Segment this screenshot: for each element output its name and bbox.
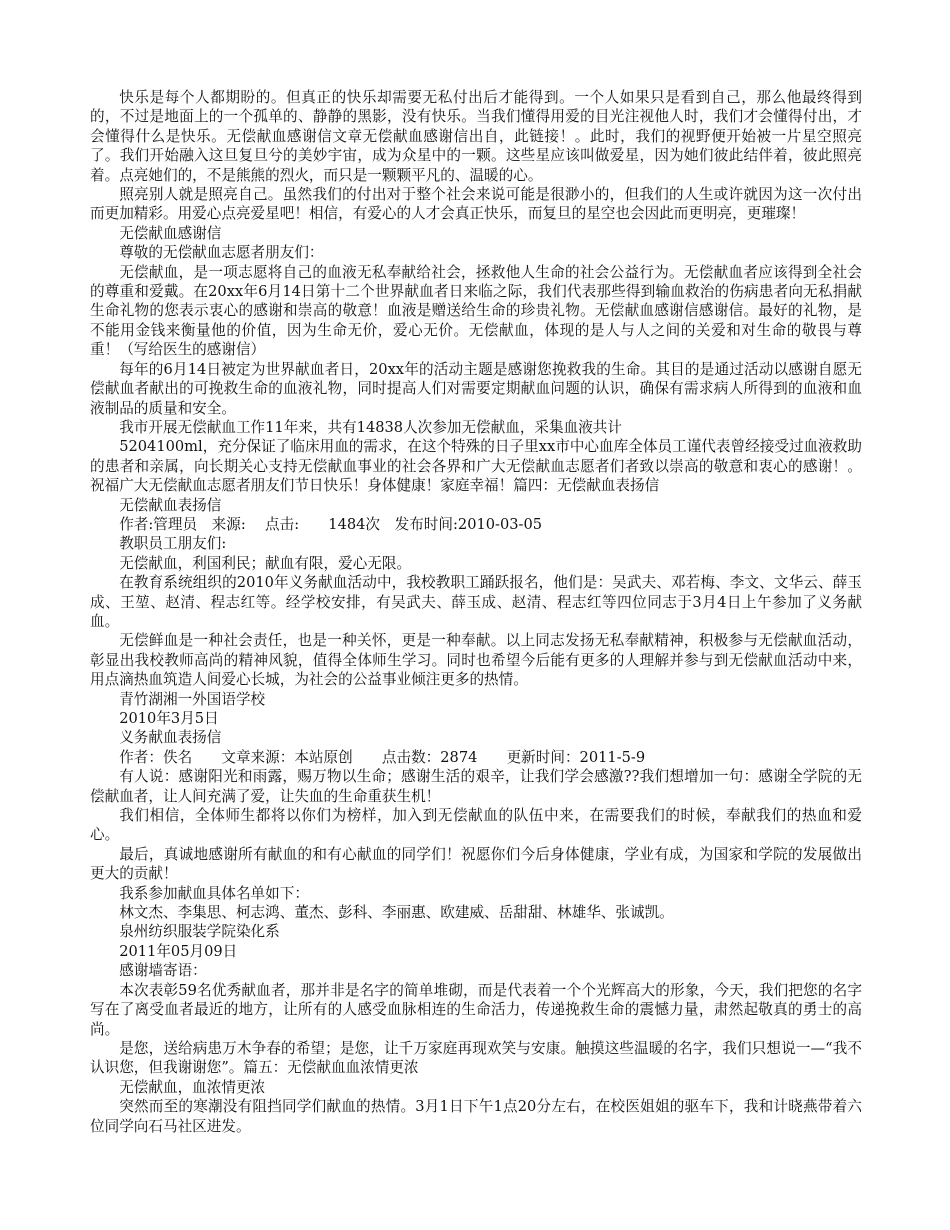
paragraph-blood-collected: 5204100ml，充分保证了临床用血的需求，在这个特殊的日子里xx市中心血库全体员工谨代表曾经接受过血液救助的患者和亲属，向长期关心支持无偿献血事业的社会各界和广大无偿献血志愿者们者致以崇高的敬意和衷心的感谢！。祝福广大无偿献血志愿者朋友们节日快乐！身体健康！家庭幸福！篇四：无偿献血表扬信 bbox=[90, 438, 862, 495]
signature-date-2010: 2010年3月5日 bbox=[119, 710, 219, 727]
paragraph-city-statistics: 我市开展无偿献血工作11年来，共有14838人次参加无偿献血，采集血液共计 bbox=[119, 418, 622, 436]
paragraph-2010-donation-event: 在教育系统组织的2010年义务献血活动中，我校教职工踊跃报名，他们是：吴武夫、邓若梅、李文、文华云、薛玉成、王堃、赵清、程志红等。经学校安排，有吴武夫、薛玉成、赵清、程志红等四位同志于3月4日上午参加了义务献血。 bbox=[90, 574, 862, 630]
signature-department: 泉州纺织服装学院染化系 bbox=[119, 923, 280, 941]
paragraph-cold-wave: 突然而至的寒潮没有阻挡同学们献血的热情。3月1日下午1点20分左右，在校医姐姐的驱车下，我和计晓燕带着六位同学向石马社区进发。 bbox=[90, 1098, 862, 1135]
signature-date-2011: 2011年05月09日 bbox=[119, 942, 238, 960]
signature-school-name: 青竹湖湘一外国语学校 bbox=[119, 690, 266, 708]
section-title-thanks-letter: 无偿献血感谢信 bbox=[119, 224, 222, 242]
list-heading-donors: 我系参加献血具体名单如下： bbox=[119, 884, 309, 902]
section-title-thanks-wall: 感谢墙寄语： bbox=[119, 962, 207, 980]
paragraph-59-donors: 本次表彰59名优秀献血者，那并非是名字的简单堆砌，而是代表着一个个光辉高大的形象，今天，我们把您的名字写在了离受血者最近的地方，让所有的人感受血脉相连的生命活力，传递挽救生命的震憾力量，肃然起敬真的勇士的高尚。 bbox=[90, 981, 862, 1038]
article-meta-voluntary-letter: 作者：佚名 文章来源：本站原创 点击数：2874 更新时间：2011-5-9 bbox=[119, 748, 646, 766]
paragraph-final-thanks: 最后，真诚地感谢所有献血的和有心献血的同学们！祝愿你们今后身体健康，学业有成，为国家和学院的发展做出更大的贡献！ bbox=[90, 845, 862, 883]
paragraph-world-donor-day: 每年的6月14日被定为世界献血者日，20xx年的活动主题是感谢您挽救我的生命。其目的是通过活动以感谢自愿无偿献血者献出的可挽救生命的血液礼物，同时提高人们对需要定期献血问题的认识，确保有需求病人所得到的血液和血液制品的质量和安全。 bbox=[90, 360, 862, 417]
salutation-staff: 教职员工朋友们: bbox=[119, 535, 227, 553]
paragraph-social-responsibility: 无偿鲜血是一种社会责任，也是一种关怀，更是一种奉献。以上同志发扬无私奉献精神，积极参与无偿献血活动，彰显出我校教师高尚的精神风貌，值得全体师生学习。同时也希望今后能有更多的人理解并参与到无偿献血活动中来，用点滴热血筑造人间爱心长城，为社会的公益事业倾注更多的热情。 bbox=[90, 632, 862, 689]
salutation-volunteers: 尊敬的无偿献血志愿者朋友们： bbox=[119, 244, 324, 262]
list-donor-names: 林文杰、李集思、柯志鸿、董杰、彭科、李丽惠、欧建威、岳甜甜、林雄华、张诚凯。 bbox=[119, 904, 674, 922]
paragraph-intro-happiness: 快乐是每个人都期盼的。但真正的快乐却需要无私付出后才能得到。一个人如果只是看到自己，那么他最终得到的，不过是地面上的一个孤单的、静静的黑影，没有快乐。当我们懂得用爱的目光注视他人时，我们才会懂得付出，才会懂得什么是快乐。无偿献血感谢信文章无偿献血感谢信出自，此链接！。此时，我们的视野便开始被一片星空照亮了。我们开始融入这旦复旦兮的美妙宇宙，成为众星中的一颗。这些星应该叫做爱星，因为她们彼此结伴着，彼此照亮着。点亮她们的，不是熊熊的烈火，而只是一颗颗平凡的、温暖的心。 bbox=[90, 89, 862, 184]
section-title-voluntary-praise-letter: 义务献血表扬信 bbox=[119, 729, 222, 747]
paragraph-role-models: 我们相信，全体师生都将以你们为榜样，加入到无偿献血的队伍中来，在需要我们的时候，奉献我们的热血和爱心。 bbox=[90, 807, 862, 844]
paragraph-gratitude-saying: 有人说：感谢阳光和雨露，赐万物以生命；感谢生活的艰辛，让我们学会感激??我们想增加一句：感谢全学院的无偿献血者，让人间充满了爱，让失血的生命重获生机！ bbox=[90, 768, 862, 805]
paragraph-light-others: 照亮别人就是照亮自己。虽然我们的付出对于整个社会来说可能是很渺小的，但我们的人生或许就因为这一次付出而更加精彩。用爱心点亮爱星吧！相信，有爱心的人才会真正快乐，而复旦的星空也会因此而更明亮，更璀璨！ bbox=[90, 186, 862, 223]
section-title-blood-thicker: 无偿献血，血浓情更浓 bbox=[119, 1078, 266, 1096]
article-meta-praise-letter: 作者:管理员 来源: 点击: 1484次 发布时间:2010-03-05 bbox=[119, 515, 543, 533]
paragraph-hope-for-patients: 是您，送给病患万木争春的希望；是您，让千万家庭再现欢笑与安康。触摸这些温暖的名字，我们只想说一—“我不认识您，但我谢谢您”。篇五：无偿献血血浓情更浓 bbox=[90, 1039, 862, 1077]
paragraph-slogan: 无偿献血，利国利民；献血有限，爱心无限。 bbox=[119, 554, 412, 572]
section-title-praise-letter: 无偿献血表扬信 bbox=[119, 496, 222, 514]
paragraph-blood-donation-definition: 无偿献血，是一项志愿将自己的血液无私奉献给社会，拯救他人生命的社会公益行为。无偿献血者应该得到全社会的尊重和爱戴。在20xx年6月14日第十二个世界献血者日来临之际，我们代表那些得到输血救治的伤病患者向无私捐献生命礼物的您表示衷心的感谢和崇高的敬意！血液是赠送给生命的珍贵礼物。无偿献血感谢信感谢信。最好的礼物，是不能用金钱来衡量他的价值，因为生命无价，爱心无价。无偿献血，体现的是人与人之间的关爱和对生命的敬畏与尊重！（写给医生的感谢信） bbox=[90, 263, 862, 359]
